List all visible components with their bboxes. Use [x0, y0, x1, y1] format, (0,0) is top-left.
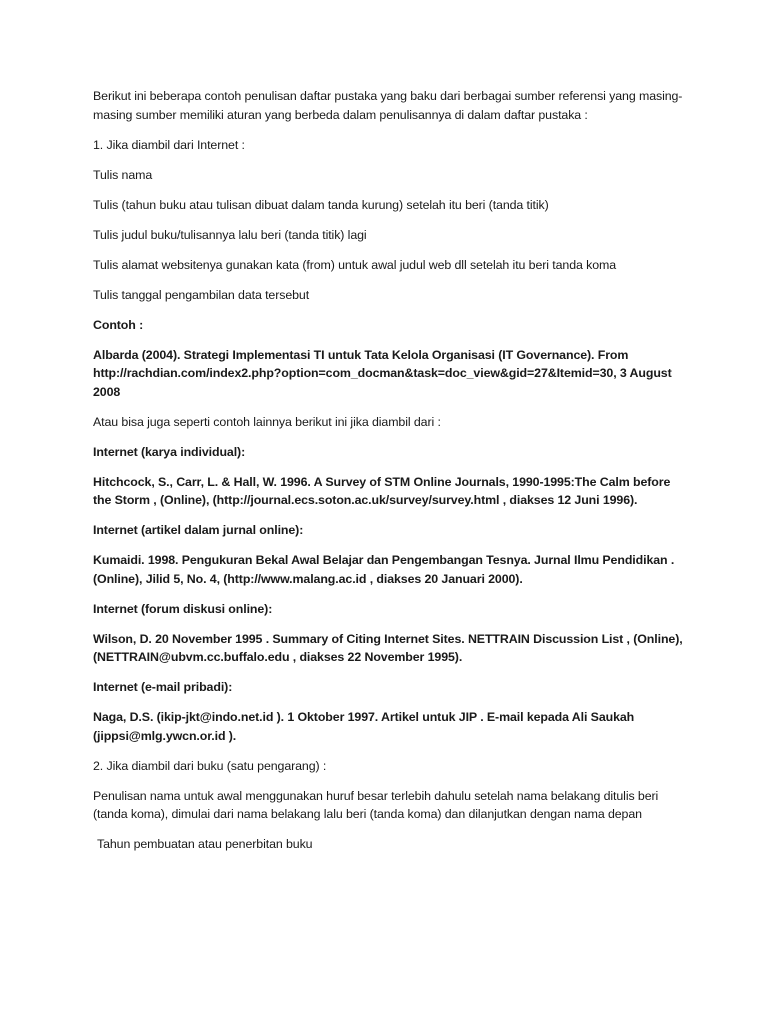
- reference-example: Hitchcock, S., Carr, L. & Hall, W. 1996. A Survey of STM Online Journals, 1990-1995:The Calm before the Storm , (Online), (http://journal.ecs.soton.ac.uk/survey/survey.html , diakses 12 Juni 1996).: [93, 474, 671, 507]
- reference-example: Wilson, D. 20 November 1995 . Summary of Citing Internet Sites. NETTRAIN Discussion List , (Online), (NETTRAIN@ubvm.cc.buffalo.edu , diakses 22 November 1995).: [93, 631, 683, 664]
- step-paragraph: Tulis tanggal pengambilan data tersebut: [93, 287, 310, 302]
- body-paragraph: Penulisan nama untuk awal menggunakan huruf besar terlebih dahulu setelah nama belakang ditulis beri (tanda koma), dimulai dari nama belakang lalu beri (tanda koma) dan dilanjutkan dengan nama depan: [93, 788, 659, 821]
- step-paragraph: Tulis judul buku/tulisannya lalu beri (tanda titik) lagi: [93, 227, 367, 242]
- subheading: Internet (karya individual):: [93, 444, 246, 459]
- subheading: Internet (e-mail pribadi):: [93, 680, 233, 694]
- reference-example: Naga, D.S. (ikip-jkt@indo.net.id ). 1 Oktober 1997. Artikel untuk JIP . E-mail kepada Ali Saukah (jippsi@mlg.ywcn.or.id ).: [93, 710, 635, 743]
- subheading: Internet (forum diskusi online):: [93, 601, 273, 616]
- step-paragraph: Tulis (tahun buku atau tulisan dibuat dalam tanda kurung) setelah itu beri (tanda titik): [93, 197, 549, 212]
- section-heading-internet: 1. Jika diambil dari Internet :: [93, 137, 245, 152]
- subheading: Internet (artikel dalam jurnal online):: [93, 523, 304, 537]
- step-paragraph: Tulis alamat websitenya gunakan kata (from) untuk awal judul web dll setelah itu beri tanda koma: [93, 257, 617, 272]
- body-paragraph: Tahun pembuatan atau penerbitan buku: [97, 837, 313, 851]
- reference-example: Kumaidi. 1998. Pengukuran Bekal Awal Belajar dan Pengembangan Tesnya. Jurnal Ilmu Pendidikan . (Online), Jilid 5, No. 4, (http://www.malang.ac.id , diakses 20 Januari 2000).: [93, 553, 675, 586]
- body-paragraph: Atau bisa juga seperti contoh lainnya berikut ini jika diambil dari :: [93, 414, 441, 429]
- section-heading-book: 2. Jika diambil dari buku (satu pengarang) :: [93, 758, 327, 773]
- step-paragraph: Tulis nama: [93, 167, 153, 182]
- example-heading: Contoh :: [93, 317, 144, 332]
- intro-paragraph: Berikut ini beberapa contoh penulisan daftar pustaka yang baku dari berbagai sumber referensi yang masing-masing sumber memiliki aturan yang berbeda dalam penulisannya di dalam daftar pustaka :: [93, 89, 683, 122]
- reference-example: Albarda (2004). Strategi Implementasi TI untuk Tata Kelola Organisasi (IT Governance). From http://rachdian.com/index2.php?option=com_docman&task=doc_view&gid=27&Itemid=30, 3 August 2008: [93, 347, 672, 399]
